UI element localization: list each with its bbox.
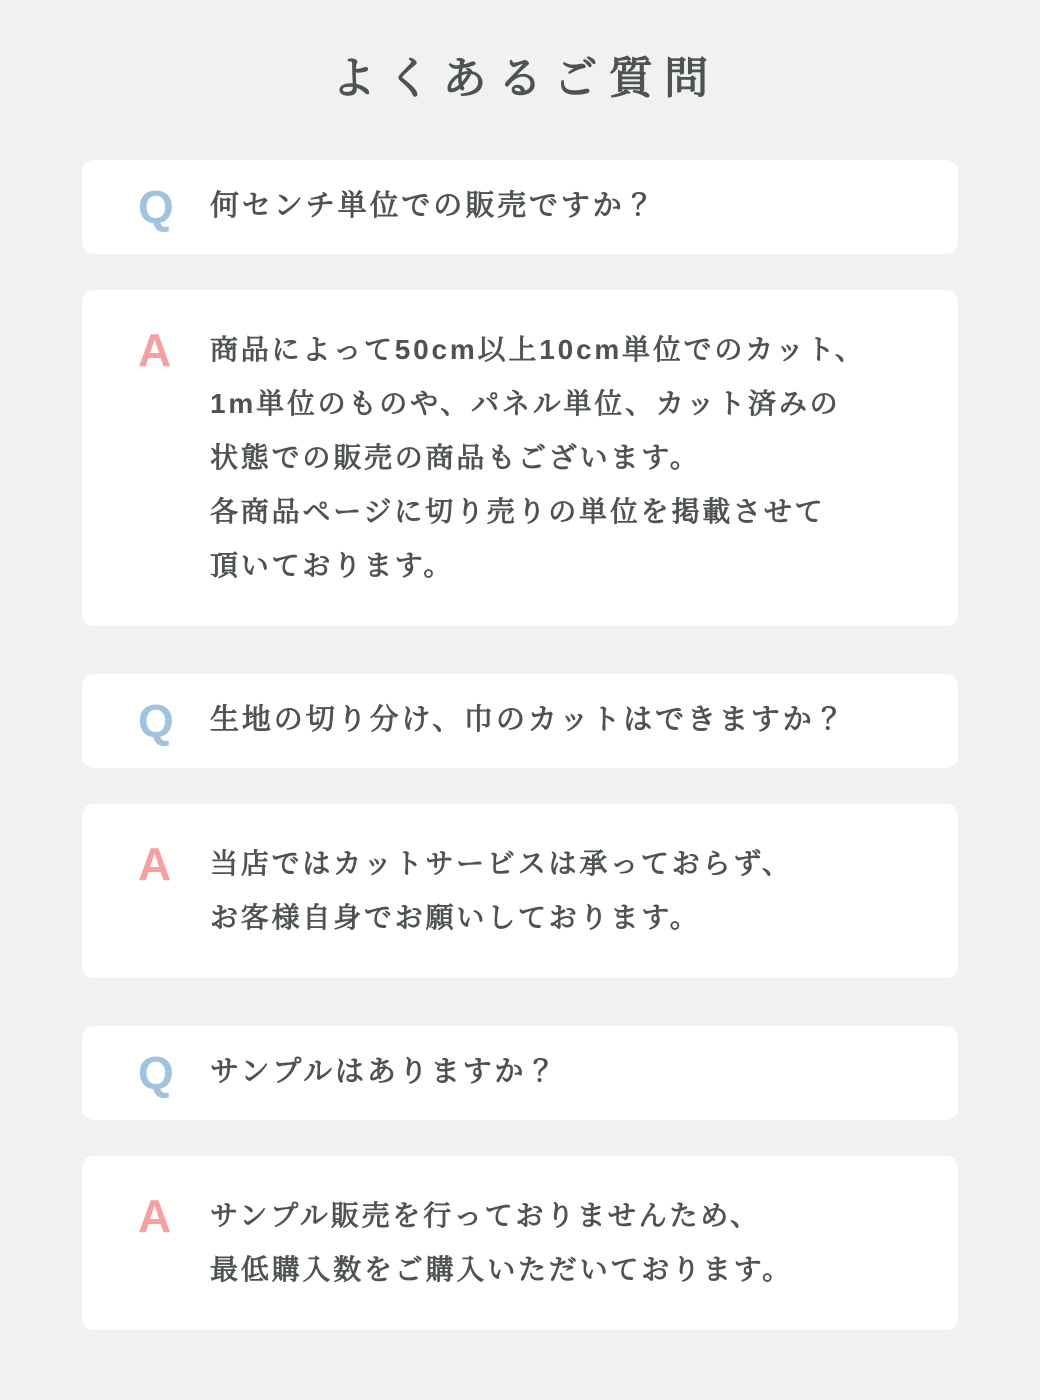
answer-card: [82, 804, 958, 978]
page-title: よくあるご質問: [331, 54, 720, 103]
a-badge: A: [138, 838, 172, 890]
answer-line: 最低購入数をご購入いただいております。: [210, 1254, 793, 1285]
answer-line: 頂いております。: [210, 550, 455, 581]
faq-pair: [82, 1026, 958, 1330]
question-text: サンプルはありますか？: [210, 1056, 559, 1089]
faq-section: [0, 50, 1040, 1330]
question-text: 生地の切り分け、巾のカットはできますか？: [210, 704, 847, 737]
answer-card: [82, 290, 958, 626]
answer-line: 各商品ページに切り売りの単位を掲載させて: [210, 496, 826, 527]
faq-pair: [82, 160, 958, 626]
answer-line: 1m単位のものや、パネル単位、カット済みの: [210, 388, 841, 419]
answer-text: [210, 323, 866, 593]
answer-line: お客様自身でお願いしております。: [210, 902, 701, 933]
question-card: [82, 1026, 958, 1120]
answer-text: [210, 837, 793, 945]
a-badge: A: [138, 324, 172, 376]
faq-pair: [82, 674, 958, 978]
question-text: 何センチ単位での販売ですか？: [210, 190, 657, 223]
question-card: [82, 674, 958, 768]
q-badge: Q: [138, 181, 174, 233]
a-badge: A: [138, 1190, 172, 1242]
answer-line: 状態での販売の商品もございます。: [210, 442, 701, 473]
question-card: [82, 160, 958, 254]
faq-list: [82, 160, 958, 1330]
answer-line: 当店ではカットサービスは承っておらず、: [210, 848, 793, 879]
answer-text: [210, 1189, 793, 1297]
q-badge: Q: [138, 695, 174, 747]
answer-card: [82, 1156, 958, 1330]
answer-line: 商品によって50cm以上10cm単位でのカット、: [210, 334, 866, 365]
q-badge: Q: [138, 1047, 174, 1099]
answer-line: サンプル販売を行っておりませんため、: [210, 1200, 761, 1231]
